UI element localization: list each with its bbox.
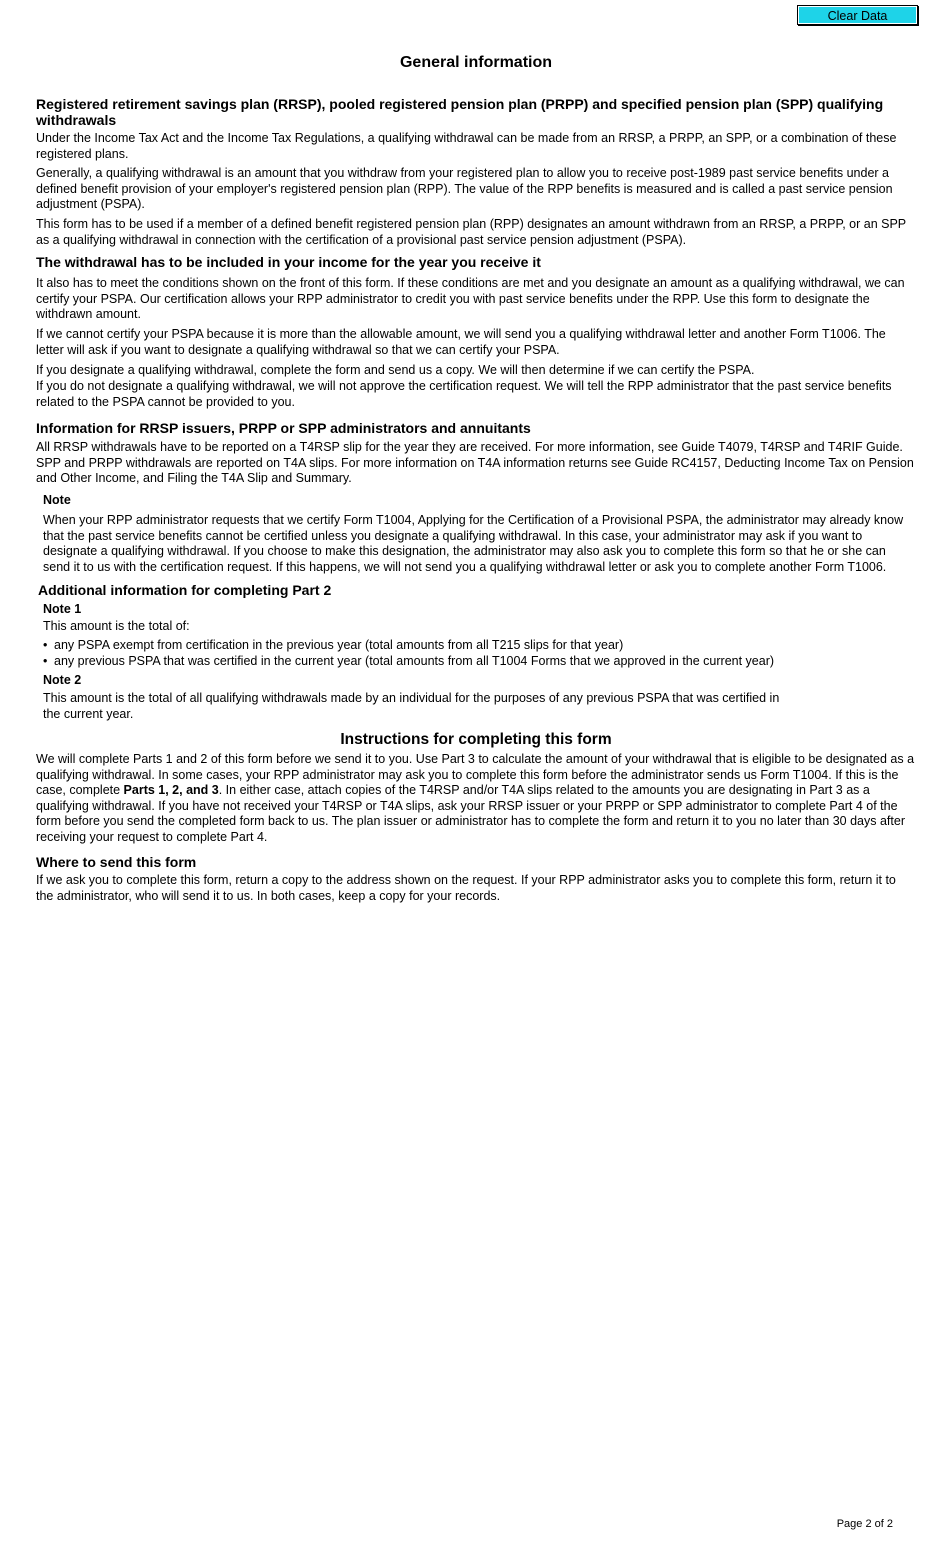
rrsp-paragraph-2: Generally, a qualifying withdrawal is an amount that you withdraw from your registered plan to allow you to receive post-1989 past service benefits under a defined benefit provision of your employer's registered pension plan (RPP). The value of the RPP benefits is measured and is called a past service pension adjustment (PSPA).: [36, 166, 893, 212]
list-item: [43, 654, 916, 669]
instructions-paragraph: [36, 752, 916, 846]
issuers-note-label: Note: [43, 493, 71, 507]
bullet-icon: •: [43, 638, 48, 652]
rrsp-heading: Registered retirement savings plan (RRSP), pooled registered pension plan (PRPP) and specified pension plan (SPP) qualifying withdrawals: [36, 96, 884, 128]
part2-heading: Additional information for completing Part 2: [38, 582, 332, 598]
send-heading: Where to send this form: [36, 854, 197, 870]
income-paragraph-3b: If you do not designate a qualifying withdrawal, we will not approve the certification request. We will tell the RPP administrator that the past service benefits related to the PSPA cannot be provided to you.: [36, 379, 892, 409]
income-paragraph-1: It also has to meet the conditions shown on the front of this form. If these conditions are met and you designate an amount as a qualifying withdrawal, we can certify your PSPA. Our certification allows your RPP administrator to credit you with past service benefits under the RPP. Use this form to designate the withdrawn amount.: [36, 276, 905, 322]
bullet-icon: •: [43, 654, 48, 668]
instructions-text-b: . In either case, attach copies of the T4RSP and/or T4A slips related to the amounts you are designating in Part 3 as a qualifying withdrawal. If you have not received your T4RSP or T4A slips, ask your RRSP issuer or your PRPP or SPP administrator to complete Part 4 of the form before you send the completed form back to us. The plan issuer or administrator has to complete the form and return it to you no later than 30 days after receiving your request to complete Part 4.: [36, 783, 905, 844]
instructions-text-bold: Parts 1, 2, and 3: [123, 783, 219, 798]
income-heading: The withdrawal has to be included in your income for the year you receive it: [36, 254, 541, 270]
part2-note2-label: Note 2: [43, 673, 82, 687]
rrsp-paragraph-1: Under the Income Tax Act and the Income Tax Regulations, a qualifying withdrawal can be made from an RRSP, a PRPP, an SPP, or a combination of these registered plans.: [36, 131, 897, 161]
rrsp-paragraph-3: This form has to be used if a member of a defined benefit registered pension plan (RPP) designates an amount withdrawn from an RRSP, a PRPP, or an SPP as a qualifying withdrawal in connection with the certification of a provisional past service pension adjustment (PSPA).: [36, 217, 906, 247]
issuers-note-text: When your RPP administrator requests that we certify Form T1004, Applying for the Certification of a Provisional PSPA, the administrator may already know that the past service benefits cannot be certified unless you designate a qualifying withdrawal. In this case, your administrator may ask if you want to designate a qualifying withdrawal. If you choose to make this designation, the administrator may also ask you to complete this form so that he or she can send it to us with the certification request. If this happens, we will not send you a qualifying withdrawal letter or ask you to complete another Form T1006.: [43, 513, 904, 574]
send-paragraph: If we ask you to complete this form, return a copy to the address shown on the request. If your RPP administrator asks you to complete this form, return it to the administrator, who will send it to us. In both cases, keep a copy for your records.: [36, 873, 896, 903]
issuers-paragraph-1: All RRSP withdrawals have to be reported on a T4RSP slip for the year they are received. For more information, see Guide T4079, T4RSP and T4RIF Guide. SPP and PRPP withdrawals are reported on T4A slips. For more information on T4A information returns see Guide RC4157, Deducting Income Tax on Pension and Other Income, and Filing the T4A Slip and Summary.: [36, 440, 914, 486]
part2-note1-label: Note 1: [43, 602, 82, 616]
issuers-heading: Information for RRSP issuers, PRPP or SPP administrators and annuitants: [36, 420, 531, 436]
bullet-text: any previous PSPA that was certified in the current year (total amounts from all T1004 Forms that we approved in the current year): [54, 654, 775, 668]
part2-note1-intro: This amount is the total of:: [43, 619, 190, 633]
list-item: [43, 638, 916, 653]
instructions-heading: Instructions for completing this form: [340, 731, 612, 748]
income-paragraph-2: If we cannot certify your PSPA because it is more than the allowable amount, we will send you a qualifying withdrawal letter and another Form T1006. The letter will ask if you want to designate a qualifying withdrawal so that we can certify your PSPA.: [36, 327, 886, 357]
page-title: General information: [399, 54, 553, 71]
bullet-text: any PSPA exempt from certification in the previous year (total amounts from all T215 slips for that year): [54, 638, 624, 652]
part2-note2-text: This amount is the total of all qualifying withdrawals made by an individual for the purposes of any previous PSPA that was certified in the current year.: [43, 691, 780, 721]
income-paragraph-3a: If you designate a qualifying withdrawal, complete the form and send us a copy. We will then determine if we can certify the PSPA.: [36, 363, 755, 377]
clear-data-button[interactable]: Clear Data: [797, 5, 918, 25]
instructions-text-a: We will complete Parts 1 and 2 of this form before we send it to you. Use Part 3 to calculate the amount of your withdrawal that is eligible to be designated as a qualifying withdrawal. In some cases, your RPP administrator may ask you to complete this form before the administrator sends us Form T1004. If this is the case, complete: [36, 752, 915, 798]
page-number: Page 2 of 2: [836, 1518, 893, 1530]
